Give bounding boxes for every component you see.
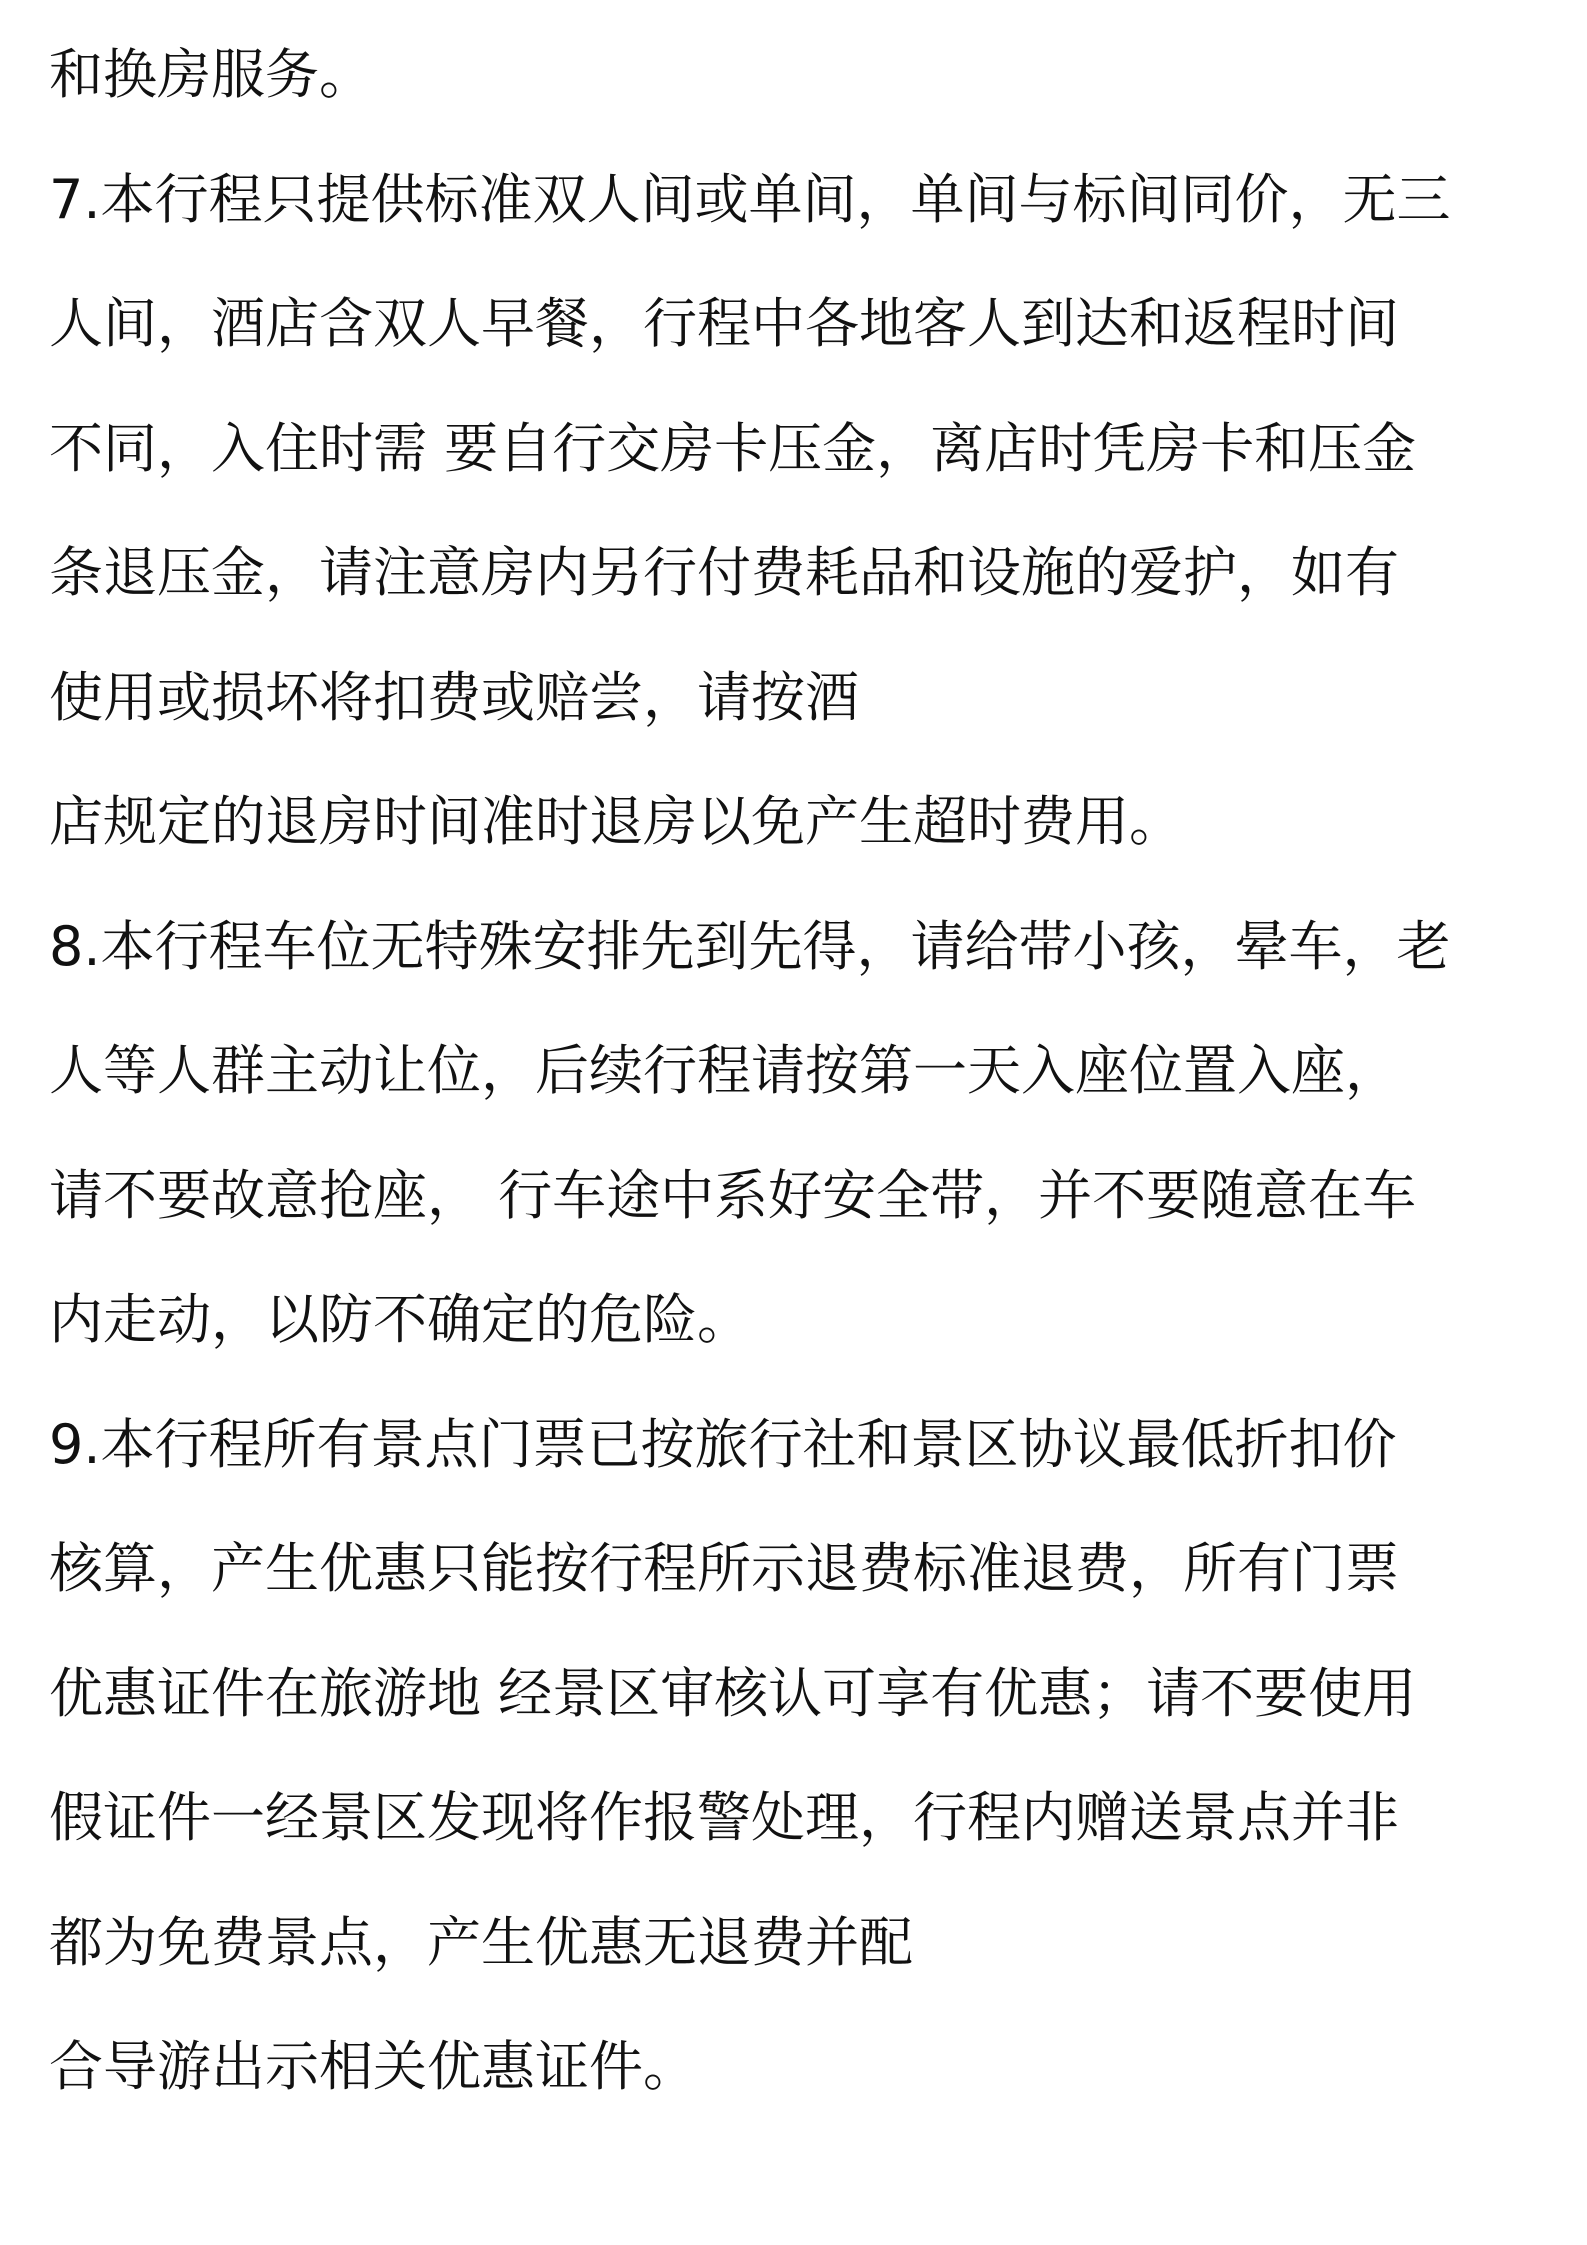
text-line: 条退压金，请注意房内另行付费耗品和设施的爱护，如有 — [49, 541, 1399, 604]
text-line: 请不要故意抢座， 行车途中系好安全带，并不要随意在车 — [49, 1163, 1417, 1227]
text-line: 和换房服务。 — [49, 43, 373, 106]
text-line: 合导游出示相关优惠证件。 — [49, 2035, 697, 2098]
text-line: 不同，入住时需 要自行交房卡压金，离店时凭房卡和压金 — [49, 416, 1417, 480]
text-line: 核算，产生优惠只能按行程所示退费标准退费，所有门票 — [49, 1537, 1399, 1600]
text-line: 人间，酒店含双人早餐，行程中各地客人到达和返程时间 — [49, 292, 1399, 355]
body-text — [49, 43, 1549, 2167]
text-line: 内走动，以防不确定的危险。 — [49, 1288, 751, 1351]
text-line: 9.本行程所有景点门票已按旅行社和景区协议最低折扣价 — [49, 1412, 1397, 1476]
text-line: 假证件一经景区发现将作报警处理，行程内赠送景点并非 — [49, 1786, 1399, 1849]
text-line: 店规定的退房时间准时退房以免产生超时费用。 — [49, 790, 1183, 853]
text-line: 7.本行程只提供标准双人间或单间，单间与标间同价，无三 — [49, 167, 1451, 231]
text-line: 使用或损坏将扣费或赔尝，请按酒 — [49, 665, 859, 729]
text-line: 优惠证件在旅游地 经景区审核认可享有优惠；请不要使用 — [49, 1661, 1417, 1725]
text-line: 都为免费景点，产生优惠无退费并配 — [49, 1910, 913, 1974]
text-line: 人等人群主动让位，后续行程请按第一天入座位置入座， — [49, 1039, 1399, 1102]
text-line: 8.本行程车位无特殊安排先到先得，请给带小孩，晕车，老 — [49, 914, 1451, 978]
